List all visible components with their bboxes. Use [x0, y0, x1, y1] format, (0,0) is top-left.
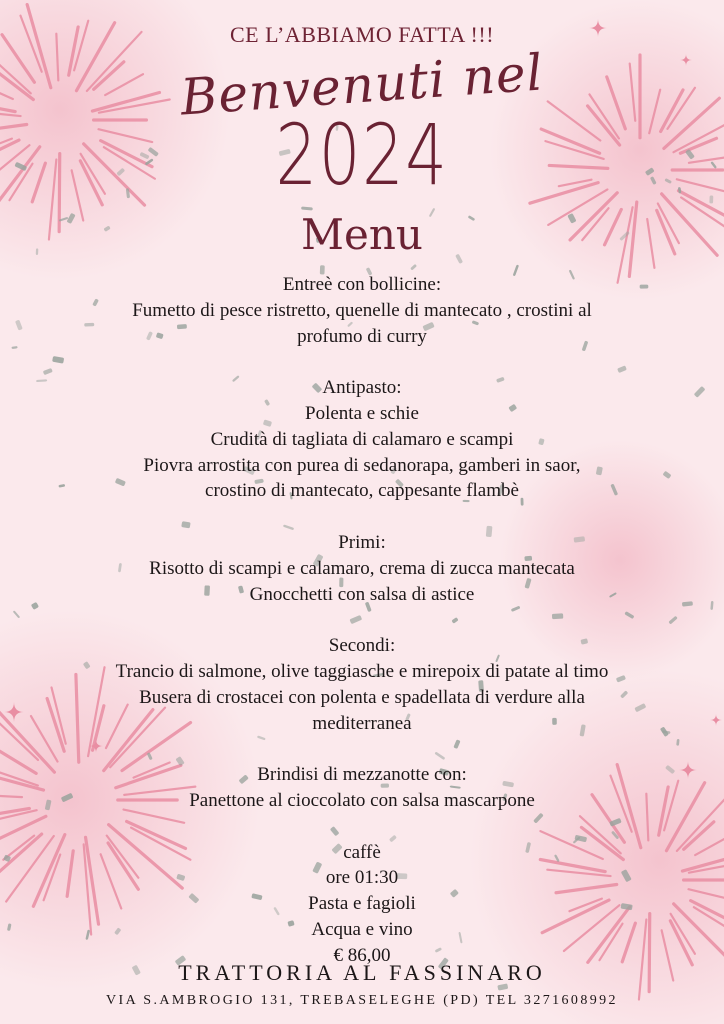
- menu-line: Acqua e vino: [311, 918, 413, 940]
- menu-list: [0, 272, 724, 969]
- menu-line: Gnocchetti con salsa di astice: [249, 583, 475, 605]
- menu-line: Secondi:: [328, 635, 396, 657]
- menu-line: Primi:: [338, 531, 386, 553]
- menu-line: mediterranea: [312, 712, 412, 734]
- menu-line: Fumetto di pesce ristretto, quenelle di mantecato , crostini al: [132, 299, 592, 321]
- menu-title: Menu: [301, 210, 423, 259]
- tagline: CE L’ABBIAMO FATTA !!!: [229, 22, 495, 47]
- menu-line: Crudità di tagliata di calamaro e scampi: [210, 428, 514, 450]
- menu-line: profumo di curry: [297, 325, 427, 347]
- menu-line: Brindisi di mezzanotte con:: [257, 764, 467, 786]
- menu-line: Risotto di scampi e calamaro, crema di zucca mantecata: [149, 557, 575, 579]
- restaurant-name: TRATTORIA AL FASSINARO: [178, 960, 546, 985]
- menu-line: Panettone al cioccolato con salsa mascarpone: [189, 789, 535, 811]
- section-entree: [0, 272, 724, 349]
- menu-line: Entreè con bollicine:: [282, 274, 442, 295]
- menu-line: Piovra arrostita con purea di sedanorapa, gamberi in saor,: [143, 454, 581, 476]
- year-script: 2024: [275, 106, 449, 204]
- menu-line: Pasta e fagioli: [308, 893, 416, 915]
- address-line: VIA S.AMBROGIO 131, TREBASELEGHE (PD) TEL 3271608992: [106, 993, 618, 1008]
- menu-line: Trancio di salmone, olive taggiasche e mirepoix di patate al timo: [115, 660, 609, 682]
- price: € 86,00: [333, 944, 391, 966]
- menu-line: Antipasto:: [322, 377, 402, 399]
- section-finale: [0, 840, 724, 969]
- menu-line: caffè: [343, 841, 381, 863]
- section-primi: [0, 530, 724, 607]
- section-brindisi: [0, 762, 724, 814]
- welcome-script: Benvenuti nel: [178, 43, 546, 127]
- menu-line: Busera di crostacei con polenta e spadellata di verdure alla: [139, 686, 585, 708]
- menu-line: ore 01:30: [325, 867, 399, 889]
- section-secondi: [0, 633, 724, 736]
- menu-line: Polenta e schie: [305, 402, 419, 424]
- menu-line: crostino di mantecato, cappesante flambè: [205, 480, 519, 502]
- section-antipasto: [0, 375, 724, 504]
